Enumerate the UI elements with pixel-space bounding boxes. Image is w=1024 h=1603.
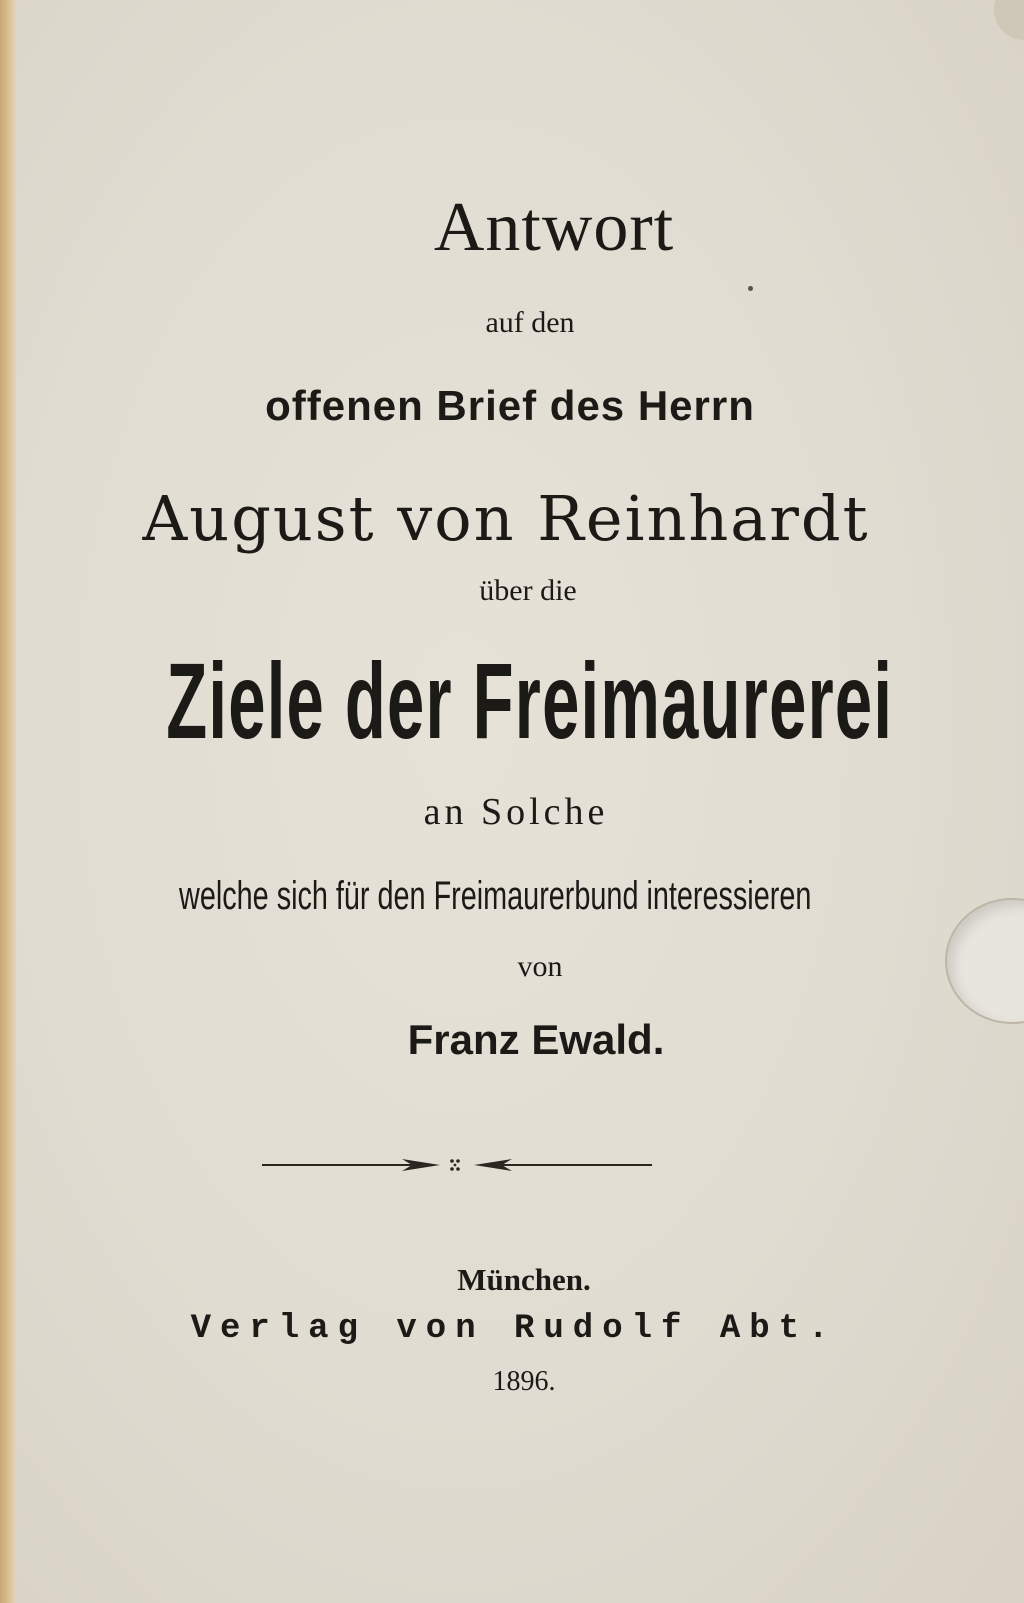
- fleuron-rule-icon: [262, 1150, 652, 1180]
- publication-year: 1896.: [492, 1366, 556, 1397]
- paper-speck: [748, 286, 753, 291]
- title-offenen-brief: offenen Brief des Herrn: [265, 382, 755, 429]
- title-auf-den: auf den: [485, 306, 575, 339]
- author-name: Franz Ewald.: [407, 1016, 665, 1063]
- main-title: Ziele der Freimaurerei: [166, 640, 894, 761]
- title-an-solche: an Solche: [423, 791, 609, 833]
- title-audience: welche sich für den Freimaurerbund interessieren: [179, 874, 812, 918]
- title-addressee: August von Reinhardt: [142, 482, 870, 555]
- title-ueber-die: über die: [479, 574, 577, 607]
- page-corner: [994, 0, 1024, 40]
- publication-city: München.: [457, 1262, 591, 1297]
- title-antwort: Antwort: [433, 189, 675, 266]
- title-von: von: [517, 950, 563, 983]
- publisher-line: Verlag von Rudolf Abt.: [190, 1310, 838, 1348]
